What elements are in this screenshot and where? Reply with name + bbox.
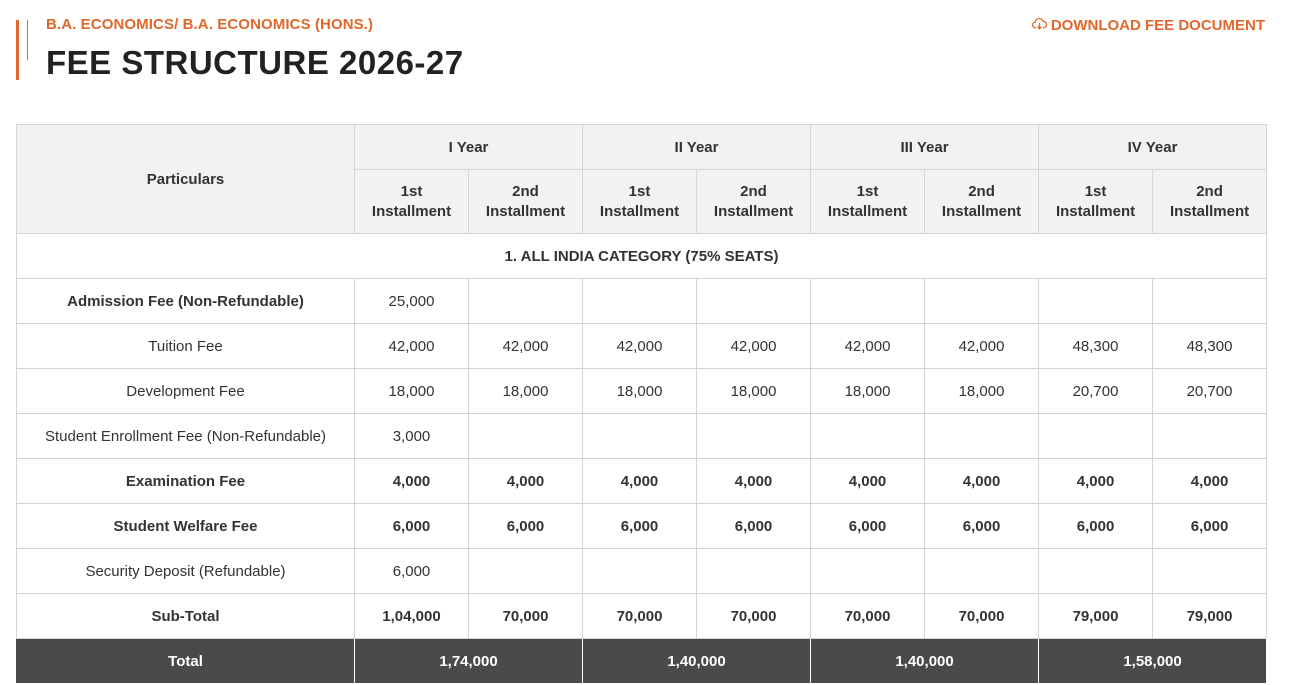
fee-value: 4,000 [697,459,811,504]
fee-value: 70,000 [697,594,811,639]
fee-value [469,414,583,459]
fee-value [1039,414,1153,459]
fee-row [17,279,1267,324]
fee-value: 70,000 [925,594,1039,639]
total-value: 1,74,000 [355,639,583,684]
fee-value [583,549,697,594]
fee-value [583,414,697,459]
fee-value [811,279,925,324]
installment-header: 2nd Installment [469,170,583,234]
section-row [17,234,1267,279]
fee-value: 6,000 [583,504,697,549]
total-value: 1,40,000 [583,639,811,684]
fee-value: 6,000 [925,504,1039,549]
fee-value [1039,279,1153,324]
fee-value: 42,000 [697,324,811,369]
installment-header: 1st Installment [583,170,697,234]
fee-row [17,459,1267,504]
installment-header: 1st Installment [355,170,469,234]
fee-value: 6,000 [355,504,469,549]
fee-value [469,549,583,594]
fee-value: 18,000 [925,369,1039,414]
fee-value: 70,000 [583,594,697,639]
fee-value: 6,000 [1153,504,1267,549]
particulars-header: Particulars [17,125,355,234]
fee-row-label: Development Fee [17,369,355,414]
fee-value: 3,000 [355,414,469,459]
year-header: IV Year [1039,125,1267,170]
fee-value: 6,000 [811,504,925,549]
fee-row-label: Examination Fee [17,459,355,504]
year-header: II Year [583,125,811,170]
page-title: FEE STRUCTURE 2026-27 [46,44,464,81]
installment-header: 2nd Installment [1153,170,1267,234]
fee-value: 6,000 [697,504,811,549]
fee-value: 6,000 [355,549,469,594]
fee-value [697,414,811,459]
total-row [17,639,1267,684]
course-label: B.A. ECONOMICS/ B.A. ECONOMICS (HONS.) [46,16,374,33]
fee-row [17,324,1267,369]
fee-row [17,504,1267,549]
fee-row [17,414,1267,459]
fee-value: 4,000 [1153,459,1267,504]
fee-table [16,124,1267,684]
fee-value: 70,000 [811,594,925,639]
fee-value: 4,000 [355,459,469,504]
fee-value [925,549,1039,594]
fee-row-label: Student Enrollment Fee (Non-Refundable) [17,414,355,459]
fee-value: 18,000 [469,369,583,414]
fee-value: 42,000 [583,324,697,369]
fee-value: 4,000 [811,459,925,504]
fee-value: 6,000 [469,504,583,549]
year-header: III Year [811,125,1039,170]
fee-value: 4,000 [1039,459,1153,504]
fee-row-label: Security Deposit (Refundable) [17,549,355,594]
installment-header: 2nd Installment [697,170,811,234]
fee-value [697,279,811,324]
fee-row [17,369,1267,414]
fee-value [1039,549,1153,594]
fee-value [925,279,1039,324]
fee-value [1153,279,1267,324]
fee-value: 42,000 [355,324,469,369]
fee-value: 1,04,000 [355,594,469,639]
installment-header: 1st Installment [811,170,925,234]
installment-header: 2nd Installment [925,170,1039,234]
fee-value: 70,000 [469,594,583,639]
total-label: Total [17,639,355,684]
accent-bar-thin [27,20,28,60]
fee-row [17,549,1267,594]
section-title: 1. ALL INDIA CATEGORY (75% SEATS) [17,234,1267,279]
fee-value: 48,300 [1153,324,1267,369]
fee-value: 42,000 [925,324,1039,369]
fee-value: 79,000 [1153,594,1267,639]
fee-value: 4,000 [925,459,1039,504]
fee-row-label: Sub-Total [17,594,355,639]
fee-value: 25,000 [355,279,469,324]
fee-value [811,549,925,594]
fee-value: 48,300 [1039,324,1153,369]
fee-value [811,414,925,459]
fee-value: 4,000 [469,459,583,504]
fee-value [469,279,583,324]
year-header: I Year [355,125,583,170]
fee-value: 79,000 [1039,594,1153,639]
fee-value [1153,414,1267,459]
fee-value [1153,549,1267,594]
fee-value: 18,000 [811,369,925,414]
fee-row-label: Tuition Fee [17,324,355,369]
fee-value: 6,000 [1039,504,1153,549]
fee-value: 4,000 [583,459,697,504]
cloud-download-icon [1032,16,1047,35]
year-header-row [17,125,1267,170]
fee-row [17,594,1267,639]
fee-value: 18,000 [583,369,697,414]
fee-value [925,414,1039,459]
fee-value: 18,000 [355,369,469,414]
installment-header: 1st Installment [1039,170,1153,234]
total-value: 1,58,000 [1039,639,1267,684]
fee-value [583,279,697,324]
fee-row-label: Admission Fee (Non-Refundable) [17,279,355,324]
download-label: DOWNLOAD FEE DOCUMENT [1050,17,1265,34]
fee-value: 18,000 [697,369,811,414]
fee-value: 42,000 [469,324,583,369]
fee-value: 20,700 [1039,369,1153,414]
total-value: 1,40,000 [811,639,1039,684]
fee-value: 42,000 [811,324,925,369]
accent-bar [16,20,19,80]
page-header [0,0,1289,118]
download-fee-document-link[interactable] [1032,16,1265,35]
fee-row-label: Student Welfare Fee [17,504,355,549]
fee-value: 20,700 [1153,369,1267,414]
fee-value [697,549,811,594]
